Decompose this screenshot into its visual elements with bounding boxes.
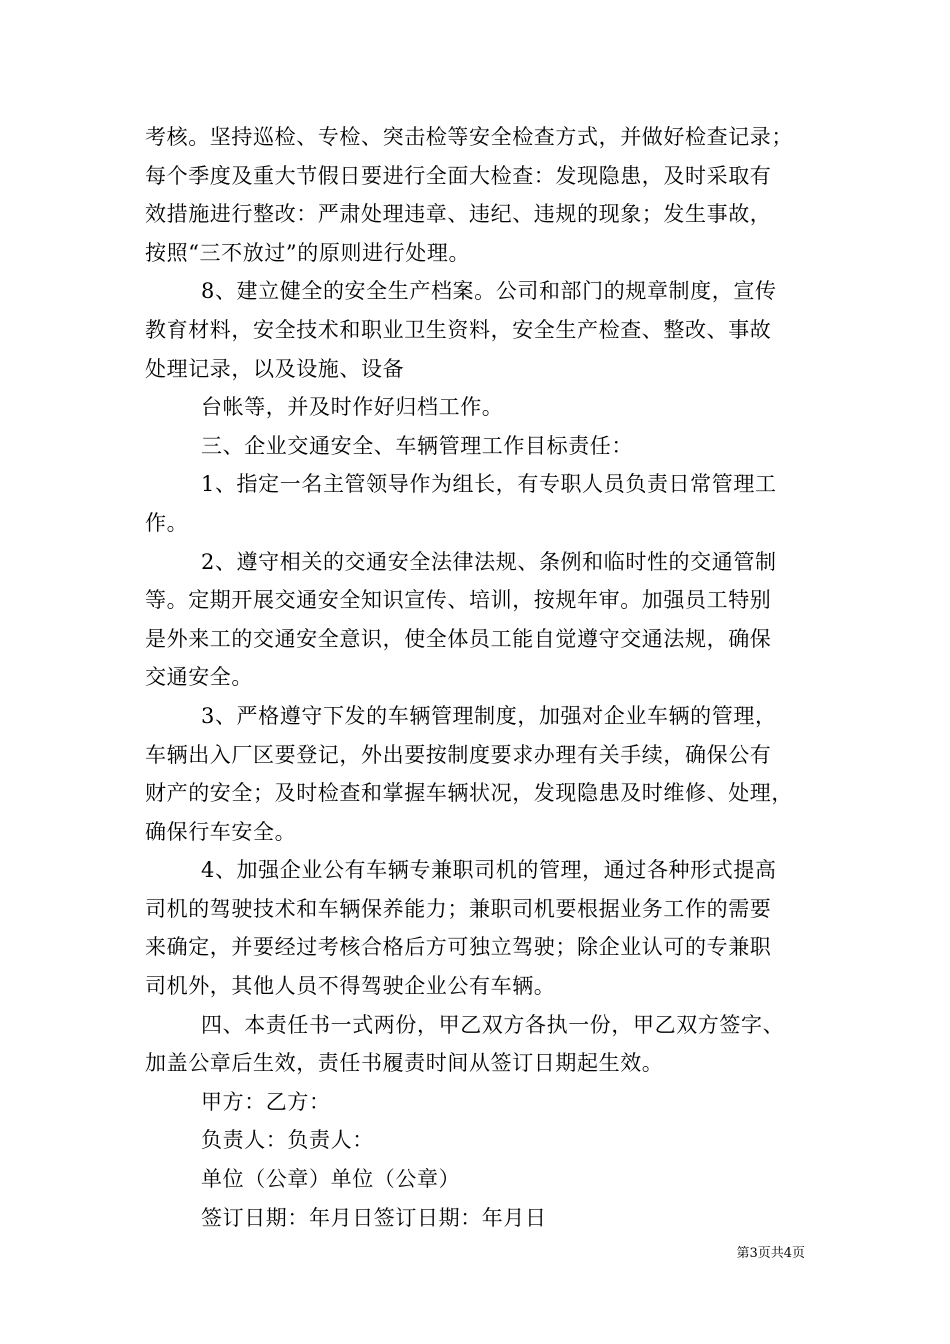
text-line: 考核。坚持巡检、专检、突击检等安全检查方式，并做好检查记录； — [145, 125, 793, 149]
text-line: 处理记录，以及设施、设备 — [145, 356, 405, 381]
signature-responsible: 负责人：负责人： — [201, 1128, 374, 1153]
text-line: 每个季度及重大节假日要进行全面大检查：发现隐患，及时采取有 — [145, 163, 772, 188]
text-line: 加盖公章后生效，责任书履责时间从签订日期起生效。 — [145, 1051, 664, 1076]
section-4-start: 四、本责任书一式两份，甲乙双方各执一份，甲乙双方签字、 — [201, 1012, 785, 1037]
document-body — [145, 118, 805, 1237]
item-4-start: 4、加强企业公有车辆专兼职司机的管理，通过各种形式提高 — [201, 858, 777, 883]
text-line: 确保行车安全。 — [145, 819, 297, 844]
signature-parties: 甲方：乙方： — [201, 1089, 331, 1114]
text-line: 交通安全。 — [145, 665, 253, 690]
text-line: 作。 — [145, 510, 189, 535]
text-line: 是外来工的交通安全意识，使全体员工能自觉遵守交通法规，确保 — [145, 626, 772, 651]
text-line: 财产的安全；及时检查和掌握车辆状况，发现隐患及时维修、处理， — [145, 781, 793, 806]
text-line: 司机外，其他人员不得驾驶企业公有车辆。 — [145, 974, 556, 999]
signature-seal: 单位（公章）单位（公章） — [201, 1167, 461, 1192]
text-line: 司机的驾驶技术和车辆保养能力；兼职司机要根据业务工作的需要 — [145, 896, 772, 921]
signature-date: 签订日期：年月日签订日期：年月日 — [201, 1205, 547, 1230]
item-3-start: 3、严格遵守下发的车辆管理制度，加强对企业车辆的管理， — [201, 703, 777, 728]
paragraph-8-start: 8、建立健全的安全生产档案。公司和部门的规章制度，宣传 — [201, 279, 777, 304]
text-line: 教育材料，安全技术和职业卫生资料，安全生产检查、整改、事故 — [145, 317, 772, 342]
text-line: 效措施进行整改：严肃处理违章、违纪、违规的现象；发生事故， — [145, 202, 772, 227]
section-3-heading: 三、企业交通安全、车辆管理工作目标责任： — [201, 433, 633, 458]
text-line: 按照“三不放过”的原则进行处理。 — [145, 240, 471, 265]
item-2-start: 2、遵守相关的交通安全法律法规、条例和临时性的交通管制 — [201, 549, 777, 574]
text-line: 等。定期开展交通安全知识宣传、培训，按规年审。加强员工特别 — [145, 588, 772, 613]
text-line: 来确定，并要经过考核合格后方可独立驾驶；除企业认可的专兼职 — [145, 935, 772, 960]
text-line: 车辆出入厂区要登记，外出要按制度要求办理有关手续，确保公有 — [145, 742, 772, 767]
item-1-start: 1、指定一名主管领导作为组长，有专职人员负责日常管理工 — [201, 472, 777, 497]
text-line: 台帐等，并及时作好归档工作。 — [201, 395, 504, 420]
page-number: 第3页共4页 — [736, 1246, 805, 1261]
